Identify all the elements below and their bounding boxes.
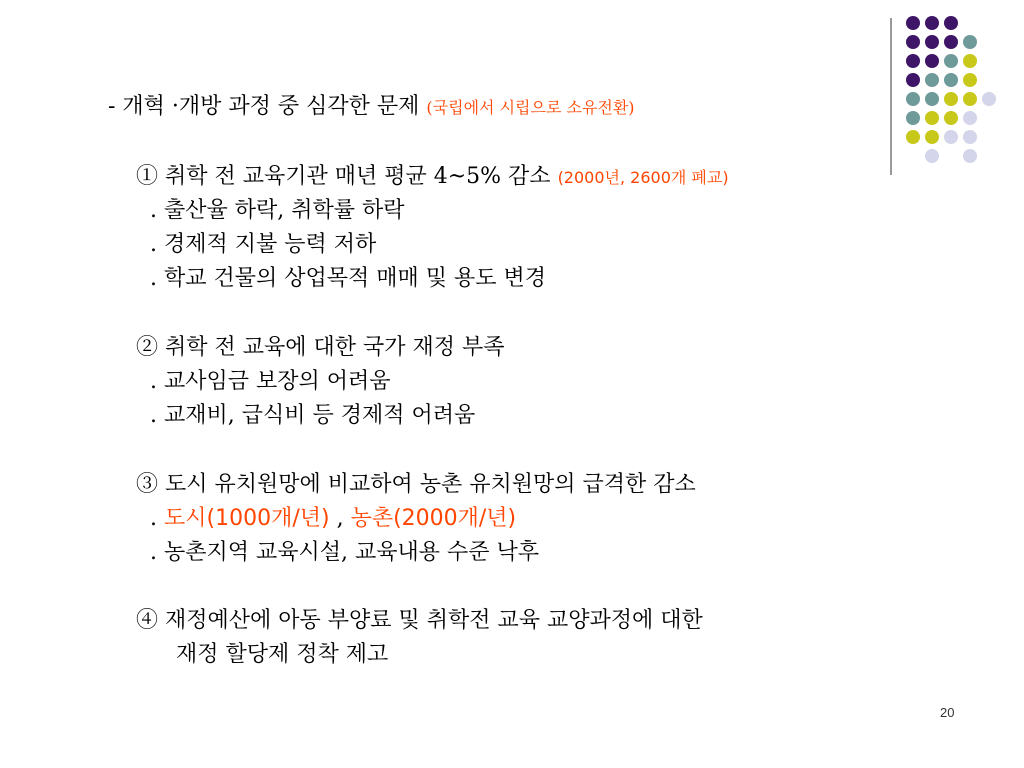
- decorative-dot: [944, 73, 958, 87]
- bullet-separator: ,: [329, 506, 351, 531]
- decorative-dot: [963, 149, 977, 163]
- decorative-dot: [906, 54, 920, 68]
- decorative-dot: [944, 130, 958, 144]
- decorative-dot: [906, 130, 920, 144]
- decorative-dot: [944, 111, 958, 125]
- divider-line: [890, 18, 892, 175]
- section-3-title: ③ 도시 유치원망에 비교하여 농촌 유치원망의 급격한 감소: [136, 472, 696, 497]
- heading: [108, 92, 635, 123]
- decorative-dot: [963, 92, 977, 106]
- city-count: 도시(1000개/년): [164, 506, 330, 531]
- decorative-dot: [963, 130, 977, 144]
- decorative-dot: [963, 54, 977, 68]
- decorative-dot: [963, 111, 977, 125]
- decorative-dot: [963, 73, 977, 87]
- decorative-dot: [925, 130, 939, 144]
- section-3-bullet-2: . 농촌지역 교육시설, 교육내용 수준 낙후: [150, 540, 539, 565]
- bullet-prefix: .: [150, 506, 164, 531]
- page-number: 20: [940, 705, 955, 720]
- section-4-title-line-1: ④ 재정예산에 아동 부양료 및 취학전 교육 교양과정에 대한: [136, 608, 703, 633]
- heading-note: (국립에서 시립으로 소유전환): [426, 98, 635, 117]
- decorative-dot: [944, 16, 958, 30]
- decorative-dot: [963, 35, 977, 49]
- heading-text: - 개혁 ·개방 과정 중 심각한 문제: [108, 94, 420, 119]
- section-2-title: ② 취학 전 교육에 대한 국가 재정 부족: [136, 335, 505, 360]
- section-2-bullet-1: . 교사임금 보장의 어려움: [150, 369, 391, 394]
- decorative-dot: [925, 16, 939, 30]
- decorative-dot: [925, 54, 939, 68]
- section-3-bullet-mixed: [150, 504, 516, 534]
- section-1-title-text: ① 취학 전 교육기관 매년 평균 4~5% 감소: [136, 164, 551, 189]
- decorative-dot: [944, 92, 958, 106]
- section-2-bullet-2: . 교재비, 급식비 등 경제적 어려움: [150, 403, 476, 428]
- section-1-title-note: (2000년, 2600개 폐교): [557, 168, 729, 187]
- decorative-dot: [925, 35, 939, 49]
- decorative-dot: [925, 111, 939, 125]
- decorative-dot: [944, 54, 958, 68]
- decorative-dot: [906, 35, 920, 49]
- decorative-dot: [906, 92, 920, 106]
- decorative-dot: [906, 16, 920, 30]
- section-1-bullet-1: . 출산율 하락, 취학률 하락: [150, 198, 405, 223]
- decorative-dot: [925, 92, 939, 106]
- section-4-title-line-2: 재정 할당제 정착 제고: [176, 642, 389, 667]
- section-1-bullet-3: . 학교 건물의 상업목적 매매 및 용도 변경: [150, 266, 546, 291]
- decorative-dot: [925, 73, 939, 87]
- decorative-dot: [906, 111, 920, 125]
- dot-grid-icon: [0, 0, 1024, 170]
- decorative-dot: [925, 149, 939, 163]
- decorative-dot: [944, 35, 958, 49]
- section-1-bullet-2: . 경제적 지불 능력 저하: [150, 232, 377, 257]
- section-1-title: [136, 162, 729, 193]
- decorative-dot: [982, 92, 996, 106]
- rural-count: 농촌(2000개/년): [350, 506, 517, 531]
- decorative-dot: [906, 73, 920, 87]
